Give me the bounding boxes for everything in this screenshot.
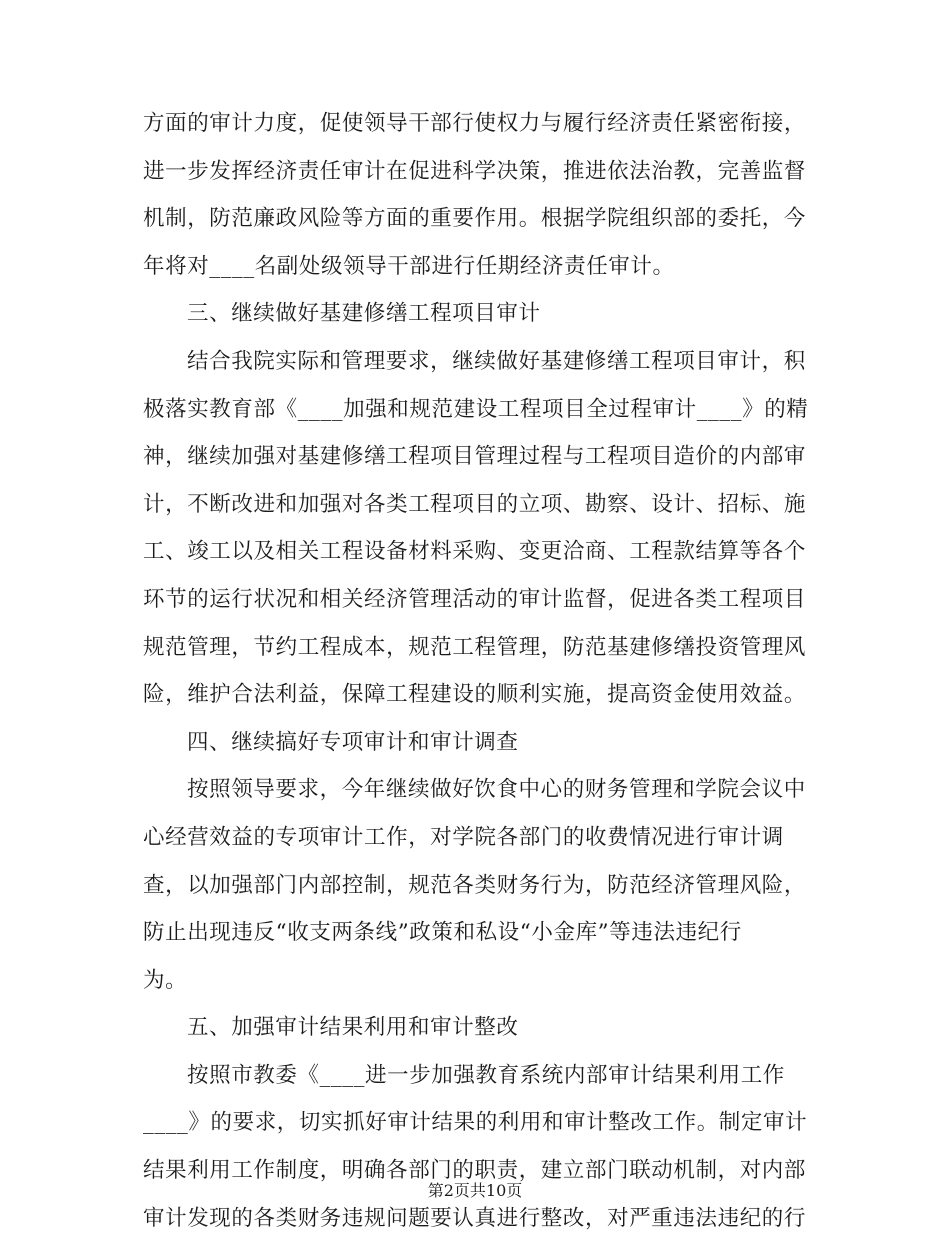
section-heading-4: 四、继续搞好专项审计和审计调查 [187, 729, 519, 755]
text-line: 方面的审计力度，促使领导干部行使权力与履行经济责任紧密衔接， [143, 111, 807, 136]
text-line: 机制，防范廉政风险等方面的重要作用。根据学院组织部的委托，今 [143, 206, 807, 232]
text-line: 为。 [143, 967, 188, 993]
text-line: 计，不断改进和加强对各类工程项目的立项、勘察、设计、招标、施 [143, 491, 807, 517]
text-line: 年将对____名副处级领导干部进行任期经济责任审计。 [143, 253, 675, 279]
text-line: 按照市教委《____进一步加强教育系统内部审计结果利用工作 [187, 1062, 785, 1088]
text-line: 审计发现的各类财务违规问题要认真进行整改，对严重违法违纪的行 [143, 1205, 807, 1231]
text-line: 结合我院实际和管理要求，继续做好基建修缮工程项目审计，积 [187, 348, 806, 374]
text-line: 工、竣工以及相关工程设备材料采购、变更洽商、工程款结算等各个 [143, 539, 807, 565]
page-number-footer: 第2页共10页 [427, 1181, 523, 1200]
text-line: 规范管理，节约工程成本，规范工程管理，防范基建修缮投资管理风 [143, 634, 807, 660]
text-line: 查，以加强部门内部控制，规范各类财务行为，防范经济管理风险， [143, 872, 807, 898]
text-line: 结果利用工作制度，明确各部门的职责，建立部门联动机制，对内部 [143, 1158, 807, 1184]
text-line: 神，继续加强对基建修缮工程项目管理过程与工程项目造价的内部审 [143, 444, 807, 470]
text-line: 极落实教育部《____加强和规范建设工程项目全过程审计____》的精 [143, 396, 809, 422]
text-line: 险，维护合法利益，保障工程建设的顺利实施，提高资金使用效益。 [143, 682, 807, 708]
text-line: 进一步发挥经济责任审计在促进科学决策，推进依法治教，完善监督 [143, 158, 807, 184]
section-heading-5: 五、加强审计结果利用和审计整改 [187, 1015, 519, 1041]
text-line: 心经营效益的专项审计工作，对学院各部门的收费情况进行审计调 [143, 824, 784, 850]
text-line: ____》的要求，切实抓好审计结果的利用和审计整改工作。制定审计 [143, 1110, 808, 1136]
section-heading-3: 三、继续做好基建修缮工程项目审计 [187, 301, 541, 327]
text-line: 按照领导要求，今年继续做好饮食中心的财务管理和学院会议中 [187, 777, 806, 803]
document-body [143, 100, 809, 1242]
text-line: 环节的运行状况和相关经济管理活动的审计监督，促进各类工程项目 [143, 586, 807, 612]
text-line: 防止出现违反“收支两条线”政策和私设“小金库”等违法违纪行 [143, 920, 742, 946]
